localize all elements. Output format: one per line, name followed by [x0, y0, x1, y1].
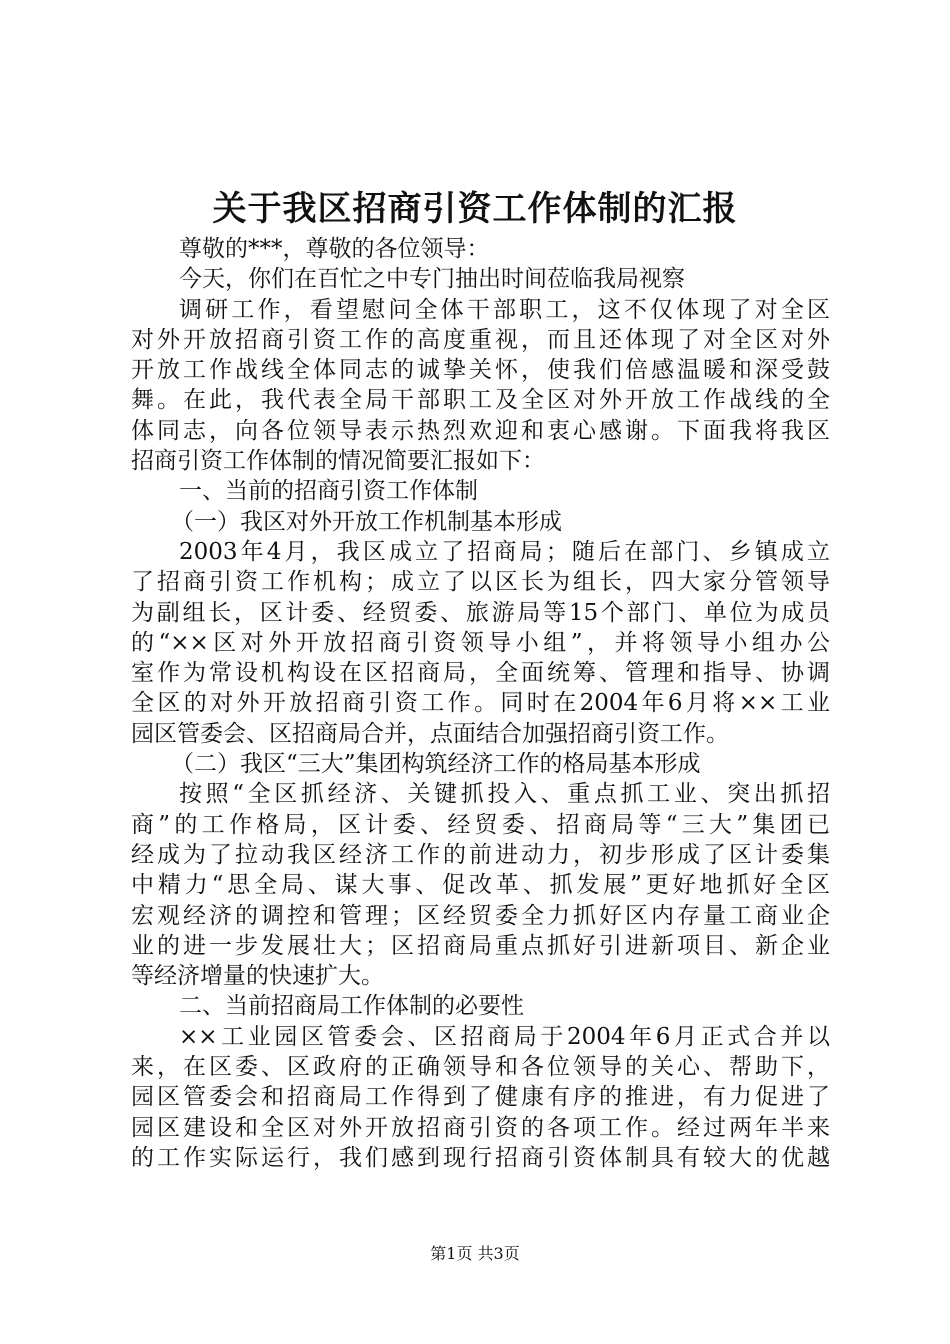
- paragraph-line: 园区建设和全区对外开放招商引资的各项工作。经过两年半来: [131, 1114, 830, 1141]
- paragraph-line: 全区的对外开放招商引资工作。同时在2004年6月将××工业: [131, 690, 830, 717]
- paragraph-line: 中精力“思全局、谋大事、促改革、抓发展”更好地抓好全区: [131, 872, 830, 899]
- paragraph-line: 等经济增量的快速扩大。: [131, 963, 384, 990]
- paragraph-line: 室作为常设机构设在区招商局，全面统筹、管理和指导、协调: [131, 660, 830, 687]
- paragraph-line: 业的进一步发展壮大；区招商局重点抓好引进新项目、新企业: [131, 932, 830, 959]
- paragraph-line: 开放工作战线全体同志的诚挚关怀，使我们倍感温暖和深受鼓: [131, 357, 830, 384]
- document-body: [131, 234, 830, 1173]
- paragraph-line: 了招商引资工作机构；成立了以区长为组长，四大家分管领导: [131, 569, 830, 596]
- paragraph-line: 商”的工作格局，区计委、经贸委、招商局等“三大”集团已: [131, 811, 830, 838]
- paragraph-line: 来，在区委、区政府的正确领导和各位领导的关心、帮助下，: [131, 1054, 830, 1081]
- paragraph-line: ××工业园区管委会、区招商局于2004年6月正式合并以: [179, 1023, 830, 1050]
- paragraph-line: 的工作实际运行，我们感到现行招商引资体制具有较大的优越: [131, 1144, 830, 1171]
- paragraph-line: 招商引资工作体制的情况简要汇报如下：: [131, 448, 545, 475]
- page-footer: 第1页 共3页: [430, 1244, 520, 1263]
- document-title: 关于我区招商引资工作体制的汇报: [212, 189, 738, 229]
- paragraph-line: 宏观经济的调控和管理；区经贸委全力抓好区内存量工商业企: [131, 902, 830, 929]
- paragraph-line: 今天，你们在百忙之中专门抽出时间莅临我局视察: [179, 266, 685, 293]
- paragraph-line: 2003年4月，我区成立了招商局；随后在部门、乡镇成立: [179, 538, 830, 565]
- paragraph-line: 为副组长，区计委、经贸委、旅游局等15个部门、单位为成员: [131, 599, 830, 626]
- paragraph-line: 体同志，向各位领导表示热烈欢迎和衷心感谢。下面我将我区: [131, 417, 830, 444]
- paragraph-line: （二）我区“三大”集团构筑经济工作的格局基本形成: [171, 751, 701, 778]
- paragraph-line: 二、当前招商局工作体制的必要性: [179, 993, 524, 1020]
- paragraph-line: 调研工作，看望慰问全体干部职工，这不仅体现了对全区: [179, 296, 830, 323]
- paragraph-line: 经成为了拉动我区经济工作的前进动力，初步形成了区计委集: [131, 841, 830, 868]
- paragraph-line: 舞。在此，我代表全局干部职工及全区对外开放工作战线的全: [131, 387, 830, 414]
- paragraph-line: 的“××区对外开放招商引资领导小组”，并将领导小组办公: [131, 629, 830, 656]
- paragraph-line: 按照“全区抓经济、关键抓投入、重点抓工业、突出抓招: [179, 781, 830, 808]
- paragraph-line: 一、当前的招商引资工作体制: [179, 478, 478, 505]
- paragraph-line: （一）我区对外开放工作机制基本形成: [171, 508, 562, 535]
- paragraph-line: 园区管委会、区招商局合并，点面结合加强招商引资工作。: [131, 720, 729, 747]
- paragraph-line: 对外开放招商引资工作的高度重视，而且还体现了对全区对外: [131, 326, 830, 353]
- paragraph-line: 园区管委会和招商局工作得到了健康有序的推进，有力促进了: [131, 1084, 830, 1111]
- paragraph-line: 尊敬的***，尊敬的各位领导：: [179, 236, 490, 262]
